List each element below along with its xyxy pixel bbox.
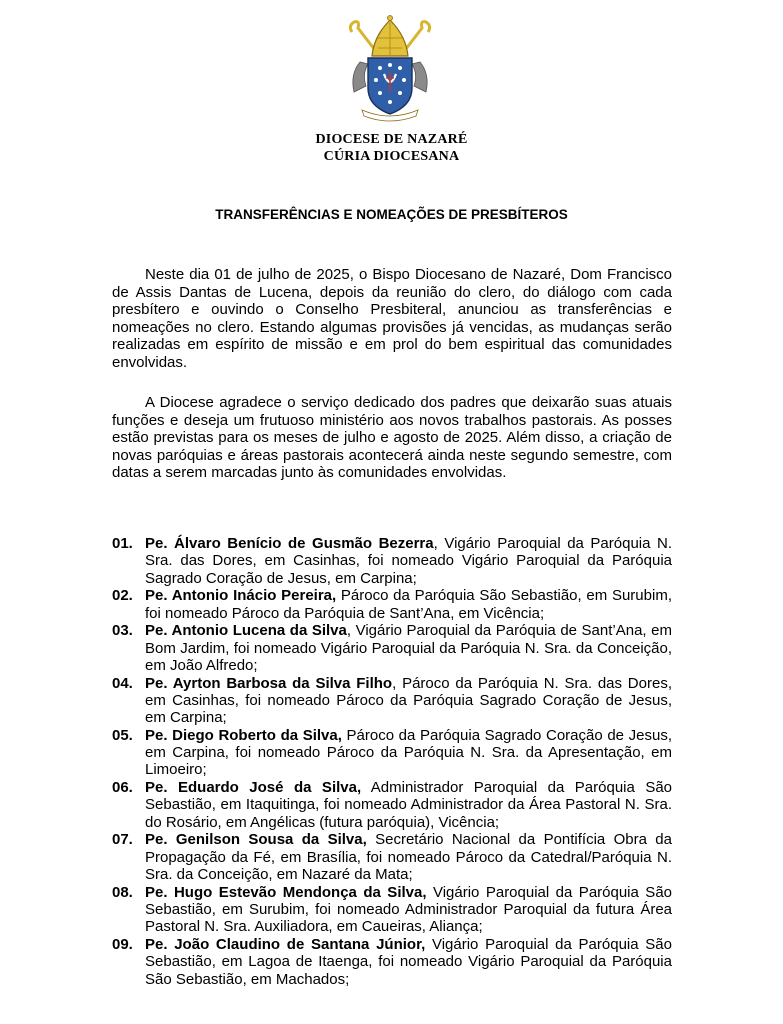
appointment-text: , Vigário Paroquial da Paróquia N. Sra. das Dores, em Casinhas, foi nomeado Vigário Paroquial da Paróquia Sagrado Coração de Jesus, em Carpina;: [145, 535, 672, 587]
list-item: [112, 535, 672, 587]
priest-name: Pe. Diego Roberto da Silva,: [145, 726, 342, 744]
item-number: 04.: [112, 674, 133, 692]
item-number: 09.: [112, 935, 133, 953]
diocese-coat-of-arms-icon: [340, 14, 440, 122]
intro-paragraph: Neste dia 01 de julho de 2025, o Bispo Diocesano de Nazaré, Dom Francisco de Assis Dantas de Lucena, depois da reunião do clero, do diálogo com cada presbítero e ouvindo o Conselho Presbiteral, anunciou as transferências e nomeações no clero. Estando algumas provisões já vencidas, as mudanças serão realizadas em espírito de missão e em prol do bem espiritual das comunidades envolvidas.: [112, 266, 672, 371]
priest-name: Pe. Eduardo José da Silva,: [145, 779, 362, 797]
appointment-text: Pároco da Paróquia São Sebastião, em Surubim, foi nomeado Pároco da Paróquia de Sant’Ana, em Vicência;: [145, 587, 672, 622]
priest-name: Pe. Genilson Sousa da Silva,: [145, 831, 367, 849]
list-item: [112, 831, 672, 883]
priest-name: Pe. Ayrton Barbosa da Silva Filho: [145, 674, 393, 692]
appointment-text: Pároco da Paróquia Sagrado Coração de Jesus, em Carpina, foi nomeado Pároco da Paróquia N. Sra. da Apresentação, em Limoeiro;: [145, 726, 672, 779]
list-item: [112, 622, 672, 674]
appointment-text: , Pároco da Paróquia N. Sra. das Dores, em Casinhas, foi nomeado Pároco da Paróquia Sagrado Coração de Jesus, em Carpina;: [145, 674, 672, 727]
list-item: [112, 884, 672, 936]
item-number: 01.: [112, 535, 133, 552]
item-number: 03.: [112, 622, 133, 640]
list-item: [112, 727, 672, 779]
item-number: 02.: [112, 587, 133, 605]
diocese-name: DIOCESE DE NAZARÉ: [315, 132, 468, 147]
priest-name: Pe. Antonio Lucena da Silva: [145, 622, 347, 640]
list-item: [112, 675, 672, 727]
appointment-text: Vigário Paroquial da Paróquia São Sebastião, em Surubim, foi nomeado Administrador Paroquial da futura Área Pastoral N. Sra. Auxiliadora, em Caueiras, Aliança;: [145, 883, 672, 936]
appointment-text: , Vigário Paroquial da Paróquia de Sant’Ana, em Bom Jardim, foi nomeado Vigário Paroquial da Paróquia N. Sra. da Conceição, em João Alfredo;: [145, 622, 672, 674]
priest-name: Pe. Hugo Estevão Mendonça da Silva,: [145, 883, 427, 901]
priest-name: Pe. Álvaro Benício de Gusmão Bezerra: [145, 535, 434, 552]
item-number: 06.: [112, 779, 133, 797]
item-number: 07.: [112, 831, 133, 849]
priest-name: Pe. Antonio Inácio Pereira,: [145, 587, 337, 605]
priest-name: Pe. João Claudino de Santana Júnior,: [145, 935, 426, 953]
appointment-text: Secretário Nacional da Pontifícia Obra da Propagação da Fé, em Brasília, foi nomeado Pároco da Catedral/Paróquia N. Sra. da Conceição, em Nazaré da Mata;: [145, 831, 672, 883]
item-number: 08.: [112, 883, 133, 901]
appointments-list: [112, 535, 672, 988]
list-item: [112, 779, 672, 831]
appointment-text: Administrador Paroquial da Paróquia São Sebastião, em Itaquitinga, foi nomeado Administrador da Área Pastoral N. Sra. do Rosário, em Angélicas (futura paróquia), Vicência;: [145, 779, 673, 831]
acknowledgement-paragraph: A Diocese agradece o serviço dedicado dos padres que deixarão suas atuais funções e deseja um frutuoso ministério aos novos trabalhos pastorais. As posses estão previstas para os meses de julho e agosto de 2025. Além disso, a criação de novas paróquias e áreas pastorais acontecerá ainda neste segundo semestre, com datas a serem marcadas junto às comunidades envolvidas.: [112, 394, 672, 482]
list-item: [112, 587, 672, 622]
list-item: [112, 936, 672, 988]
document-title: TRANSFERÊNCIAS E NOMEAÇÕES DE PRESBÍTEROS: [215, 207, 568, 222]
appointment-text: Vigário Paroquial da Paróquia São Sebastião, em Lagoa de Itaenga, foi nomeado Vigário Paroquial da Paróquia São Sebastião, em Machados;: [145, 935, 672, 988]
item-number: 05.: [112, 726, 133, 744]
curia-name: CÚRIA DIOCESANA: [323, 149, 460, 164]
